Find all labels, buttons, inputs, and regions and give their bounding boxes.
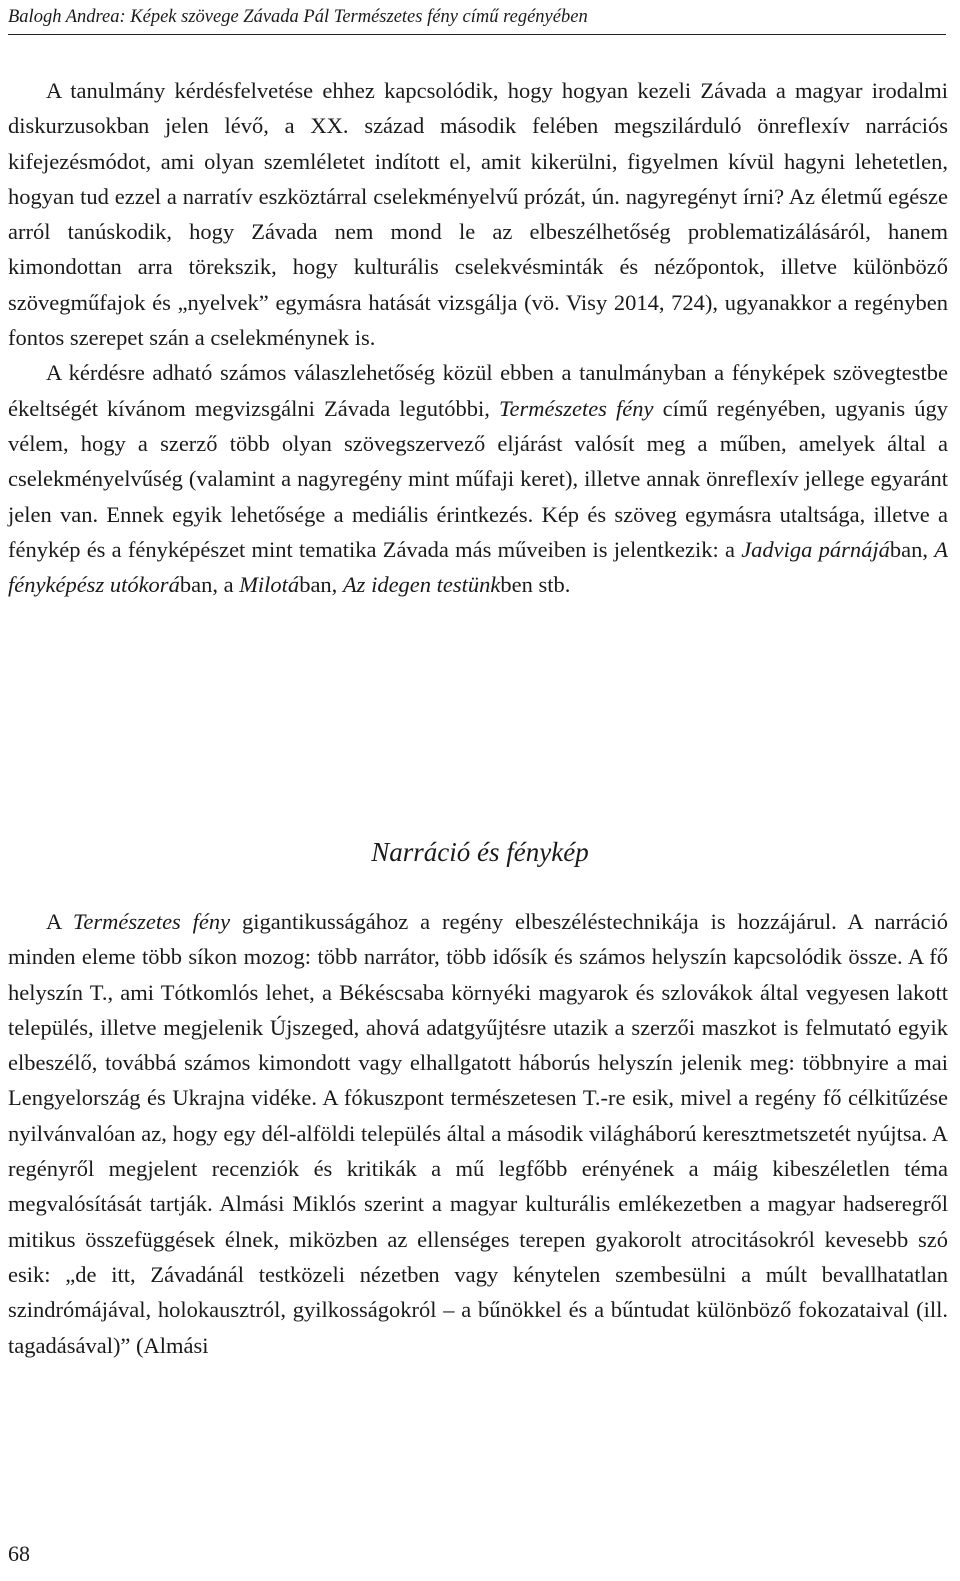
body-text-upper: [8, 73, 948, 602]
text-span: A kérdésre adható számos válaszlehetőség közül ebben a tanulmányban a fényképek szövegtestbe ékeltségét kívánom megvizsgálni Závada legutóbbi,: [8, 360, 948, 421]
section-heading: Narráció és fénykép: [371, 837, 589, 867]
text-span: ban, a: [179, 572, 240, 598]
italic-title: A fényképész utókorá: [8, 536, 948, 598]
paragraph-1: A tanulmány kérdésfelvetése ehhez kapcsolódik, hogy hogyan kezeli Závada a magyar irodalmi diskurzusokban jelen lévő, a XX. század második felében megszilárduló önreflexív narrációs kifejezésmódot, ami olyan szemléletet indított el, amit kikerülni, figyelmen kívül hagyni lehetetlen, hogyan tud ezzel a narratív eszköztárral cselekményelvű prózát, ún. nagyregényt írni? Az életmű egésze arról tanúskodik, hogy Závada nem mond le az elbeszélhetőség problematizálásáról, hanem kimondottan arra törekszik, hogy kulturális cselekvésminták és nézőpontok, illetve különböző szövegműfajok és „nyelvek” egymásra hatását vizsgálja (vö. Visy 2014, 724), ugyanakkor a regényben fontos szerepet szán a cselekménynek is.: [8, 78, 948, 351]
page-number: 68: [8, 1541, 30, 1566]
text-span: című regényében, ugyanis úgy vélem, hogy a szerző több olyan szövegszervező eljárást valósít meg a műben, amelyek által a cselekményelvűség (valamint a nagyregény mint műfaji keret), illetve annak önreflexív jellege egyaránt jelen van. Ennek egyik lehetősége a mediális érintkezés. Kép és szöveg egymásra utaltsága, illetve a fénykép és a fényképészet mint tematika Závada más műveiben is jelentkezik: a: [8, 395, 948, 562]
italic-title: Természetes fény: [72, 909, 231, 934]
italic-title: Jadviga párnájá: [741, 536, 890, 562]
paragraph-2: [8, 355, 948, 602]
italic-title: Az idegen testünk: [342, 572, 501, 598]
text-span: ban,: [889, 536, 935, 562]
italic-title: Milotá: [239, 572, 300, 598]
text-span: A: [46, 909, 73, 934]
header-rule: [8, 34, 946, 35]
running-header: Balogh Andrea: Képek szövege Závada Pál Természetes fény című regényében: [8, 7, 588, 27]
paragraph-3: [8, 904, 948, 1363]
text-span: ban,: [299, 572, 343, 598]
italic-title: Természetes fény: [499, 395, 654, 421]
body-text-lower: [8, 904, 948, 1363]
text-span: ben stb.: [500, 572, 571, 598]
text-span: gigantikusságához a regény elbeszéléstechnikája is hozzájárul. A narráció minden eleme több síkon mozog: több narrátor, több idősík és számos helyszín kapcsolódik össze. A fő helyszín T., ami Tótkomlós lehet, a Békéscsaba környéki magyarok és szlovákok által vegyesen lakott település, illetve megjelenik Újszeged, ahová adatgyűjtésre utazik a szerzői maszkot is felmutató egyik elbeszélő, továbbá számos kimondott vagy elhallgatott háborús helyszín jelenik meg: többnyire a mai Lengyelország és Ukrajna vidéke. A fókuszpont természetesen T.-re esik, mivel a regény fő célkitűzése nyilvánvalóan az, hogy egy dél-alföldi település által a második világháború keresztmetszetét nyújtsa. A regényről megjelent recenziók és kritikák a mű legfőbb erényének a máig kibeszéletlen téma megvalósítását tartják. Almási Miklós szerint a magyar kulturális emlékezetben a magyar hadseregről mitikus összefüggések élnek, miközben az ellenséges terepen gyakorolt atrocitásokról kevesebb szó esik: „de itt, Závadánál testközeli nézetben vagy kénytelen szembesülni a múlt bevallhatatlan szindrómájával, holokausztról, gyilkosságokról – a bűnökkel és a bűntudat különböző fokozataival (ill. tagadásával)” (Almási: [8, 909, 948, 1358]
